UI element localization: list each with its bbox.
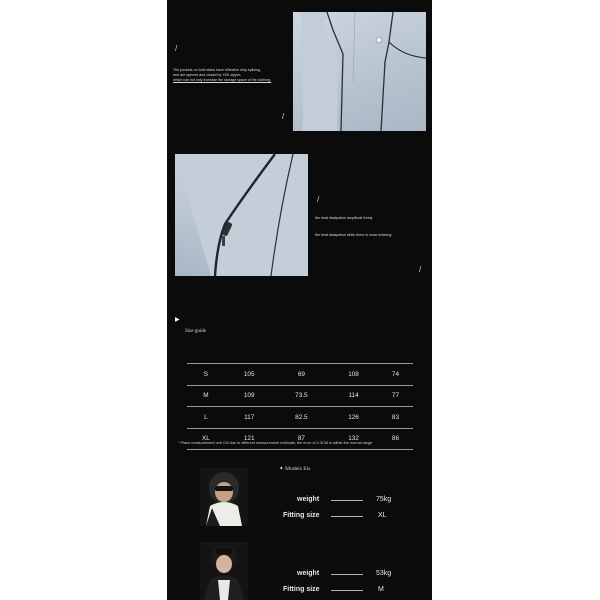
table-cell: 105 — [225, 364, 274, 386]
models-heading-text: Models Eis — [285, 466, 311, 472]
model-2-avatar — [200, 542, 248, 600]
model-1-avatar — [200, 468, 248, 526]
model-1-photo — [200, 468, 248, 526]
feature-2-line: the heat dissipation amplitude freely — [315, 216, 373, 220]
table-cell: 69 — [274, 364, 330, 386]
size-table — [187, 363, 413, 450]
model-1-size-value: XL — [378, 512, 387, 519]
feature-1-line: and are opened and closed by YKK zipper, — [173, 73, 242, 77]
zipper-vent-photo — [175, 154, 308, 276]
measurement-note: * Plane measurement unit CM due to different measurement methods, the error of 2-3CM is within the normal range — [178, 441, 373, 445]
model-2-weight-value: 53kg — [376, 570, 392, 577]
spec-divider — [331, 574, 363, 575]
table-cell: L — [187, 407, 225, 429]
table-cell: 108 — [329, 364, 378, 386]
sparkle-icon: ✦ — [279, 466, 284, 472]
model-2-photo — [200, 542, 248, 600]
table-row — [187, 385, 413, 407]
table-cell: XL — [187, 428, 225, 450]
table-row — [187, 407, 413, 429]
table-cell: S — [187, 364, 225, 386]
table-cell: 82.5 — [274, 407, 330, 429]
model-1-weight-label: weight — [297, 496, 320, 503]
slash-mark: / — [282, 112, 285, 121]
feature-1-line: The pockets on both sides have reflective strip splicing, — [173, 68, 261, 72]
size-guide-title: Size guide — [185, 329, 206, 334]
model-1-size-label: Fitting size — [283, 512, 320, 519]
table-cell: 74 — [378, 364, 413, 386]
pants-pocket-illustration — [293, 12, 426, 131]
feature-1-line: which can not only increase the storage space of the clothing. — [173, 78, 272, 82]
table-cell: 121 — [225, 428, 274, 450]
model-2-weight-label: weight — [297, 570, 320, 577]
models-heading — [279, 466, 310, 472]
model-1-weight-value: 75kg — [376, 496, 392, 503]
table-cell: 132 — [329, 428, 378, 450]
table-cell: 126 — [329, 407, 378, 429]
play-arrow-icon: ▶ — [175, 317, 180, 323]
pocket-detail-photo — [293, 12, 426, 131]
table-cell: 87 — [274, 428, 330, 450]
table-row — [187, 364, 413, 386]
slash-mark: / — [317, 195, 320, 204]
spec-divider — [331, 516, 363, 517]
slash-mark: / — [419, 265, 422, 274]
table-cell: 73.5 — [274, 385, 330, 407]
table-row — [187, 428, 413, 450]
spec-divider — [331, 590, 363, 591]
feature-2-line: the heat dissipation while there is snow entering — [315, 233, 392, 237]
model-2-size-value: M — [378, 586, 384, 593]
table-cell: 109 — [225, 385, 274, 407]
zipper-illustration — [175, 154, 308, 276]
model-2-size-label: Fitting size — [283, 586, 320, 593]
slash-mark: / — [175, 44, 178, 53]
product-detail-page — [167, 0, 432, 600]
table-cell: 77 — [378, 385, 413, 407]
table-cell: 114 — [329, 385, 378, 407]
table-cell: 83 — [378, 407, 413, 429]
spec-divider — [331, 500, 363, 501]
table-cell: 117 — [225, 407, 274, 429]
table-cell: M — [187, 385, 225, 407]
table-cell: 86 — [378, 428, 413, 450]
